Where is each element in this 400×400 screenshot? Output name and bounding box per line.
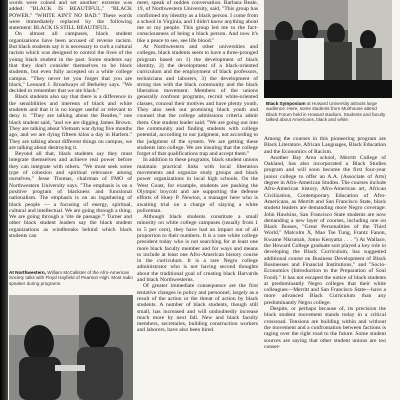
text-column-2 <box>137 0 258 400</box>
photo-caption-1 <box>9 270 133 295</box>
photo-caption-2 <box>266 101 388 123</box>
caption-title: Black Symposium <box>266 101 306 106</box>
paragraph: Of greater immediate consequence are the first tentative changes in policy and personnel, largely as a result of the action or the threat of action by black students. A number of black students, though still small, has increased and will undoubtedly increase much more by next fall. New and black faculty members, secretaries, building construction workers and laborers, have also been hired. <box>137 283 258 334</box>
paragraph: Another Bay Area school, Merritt College of Oakland, has also incorporated a Black Studies program and will soon become the first four-year junior college to offer an A.A. (Associate of Arts) degree in Afro-American Studies. The courses include Afro-American history, Afro-American art, African Civilization, Contemporary Education of Afro-Americans, as Merritt and San Francisco State, black student leaders are demanding more Negro coverage: John Hawkins, San Francisco State students are now demanding a new layer of courses, including one on Black Bosses, "Great Personalities of the Third World," Malcolm X, Mao Tse Tung, Frantz Fanon, Kwame Nkrumah, Jomo Kenyatta . . . ") At Wallace, the Howard College graduate sort played a key role in developing the Black Curriculum, has suggested additional course on Business Development of Black Businesses and Financial Institutions," and "Socio-Economics (Introduction to the Preparation of Soul Food)." It has not escaped the notice of black students at predominantly Negro colleges that their white colleagues—Merritt and San Francisco State—have a more advanced Black Curriculum than any predominantly Negro college. <box>264 154 386 306</box>
paragraph: Despite, or perhaps because of, its precision the black student movement stands today in a critical crossroad. Tensions are building within and without the movement and a confrontation between factions is raging over the right road to the future. Some student sources are saying that other student unions are too conser- <box>264 306 386 350</box>
paragraph: At Northwestern and other universities and colleges, black students seem to have a three-pronged program based on 1) the development of black identity, 2) the development of a black-oriented curriculum and the employment of black professors, technicians and laborers, 3) the development of strong ties with the black community and the black liberation movement. Members of the unions generally confront programs, recruit white-oriented classes, conceal their motives and have plenty youth. They also seek out promising black youth and counsel that the college admissions criteria admit them. One student leader said: "We are going out into the community and finding students with college potential, according to our judgment, not according to the judgment of the system. We are getting these students into college. We are insuring that the college forget of that qualifications trap and accept them." <box>137 44 258 158</box>
photo-symposium-audience <box>264 0 392 98</box>
paragraph: In addition to these programs, black student unions maintain practical links with local liberation movements and organize study groups and black power organizations in local high schools. On the West Coast, for example, students are pushing the Olympic boycott and are supporting the defense efforts of Huey P. Newton, a manager here who is awaiting trial on a charge of slaying a white policeman. <box>137 157 258 214</box>
caption-title: At Northwestern, <box>9 270 47 275</box>
paragraph: meet, speak of sudden conversation. Barbara Beale, 19, of Northwestern University, said, "This group has confirmed my identity as a black person. I come from a school in Virginia, and I didn't know anything about me or my people. This group led me to the fact-consciousness of being a black person. And now it's like a peace to see, see life blood." <box>137 0 258 44</box>
paragraph: Beyond all that, black students say they must integrate themselves and achieve real power before they can integrate with others. "We must seek some type of cohesion and spiritual relevance among ourselves," Jesse Thomas, chairman of FMO of Northwestern University says. "The emphasis is on a positive program of blackness and functional nationalism. The emphasis is on an ingathering of black people — a focusing of energy, spiritual, cultural and intellectual. We are going through a thing. We are going through a 'rite de passage.'" Turner and other black student leaders say the black student organizations as windbreaks behind which black students can <box>9 151 132 239</box>
caption-text: William McCallister of the Afro-American Society talks with Floyd Hayfield of Pearson High. Most radio speaker during programs. <box>9 270 133 286</box>
text-column-3 <box>264 136 386 400</box>
caption-text: at Howard University attracts large audience. Here, some students from Muirhouse attend Black Forum held in Howard stadium. Students and faculty talked about Americans, black and white. <box>266 101 386 123</box>
book-spine <box>0 0 8 400</box>
paragraph: On almost all campuses, black student organizations have been accused of reverse racism. But black students say it is necessary to curb a cultural racism which was designed to control the lives of the young black student in the past. Some students say that they don't consider themselves to be black students, but even fully accepted on a white college campus. "They never let you forget that you are black," Leonard J. Broadways of Berkeley says. "We decided to remember that we are black." <box>9 31 132 95</box>
photo-students-talking <box>9 295 133 400</box>
paragraph: Among the courses in this pioneering program are Black Literature, African Languages, Black Education and the Economics of Racism. <box>264 136 386 155</box>
paragraph: Black students also say that there is a difference in the sensibilities and interests of black and white students and that it is no longer useful or relevant to deny it. "They are talking about the Beatles," one black student said, "and we are digging James Brown. They are talking about Vietnam war dying five months ago, and we are dying fifteen kilos a day in Harlem." They are talking about different things on campus, we are talking about destroying it. <box>9 94 132 151</box>
paragraph: Although black students constitute a small minority on white college campuses (usually from 1 to 5 per cent), they have had an impact out of all proportion to their numbers. It is a rare white college president today who is not searching for at least one more black faculty member and for ways and means to include at least one Afro-American history course in the curriculum. It is a rare Negro college administrator who is not having second thoughts about the traditional goal of creating black Harvards and black Northwesterns. <box>137 214 258 284</box>
paragraph: words were coined and set another: extreme was added: "BLACK IS BEAUTIFUL," "BLACK POWER." "WHITE AIN'T NO BAD." These words were immediately replaced by the following statement: BLACK IS STILL BEAUTIFUL. <box>9 0 132 32</box>
